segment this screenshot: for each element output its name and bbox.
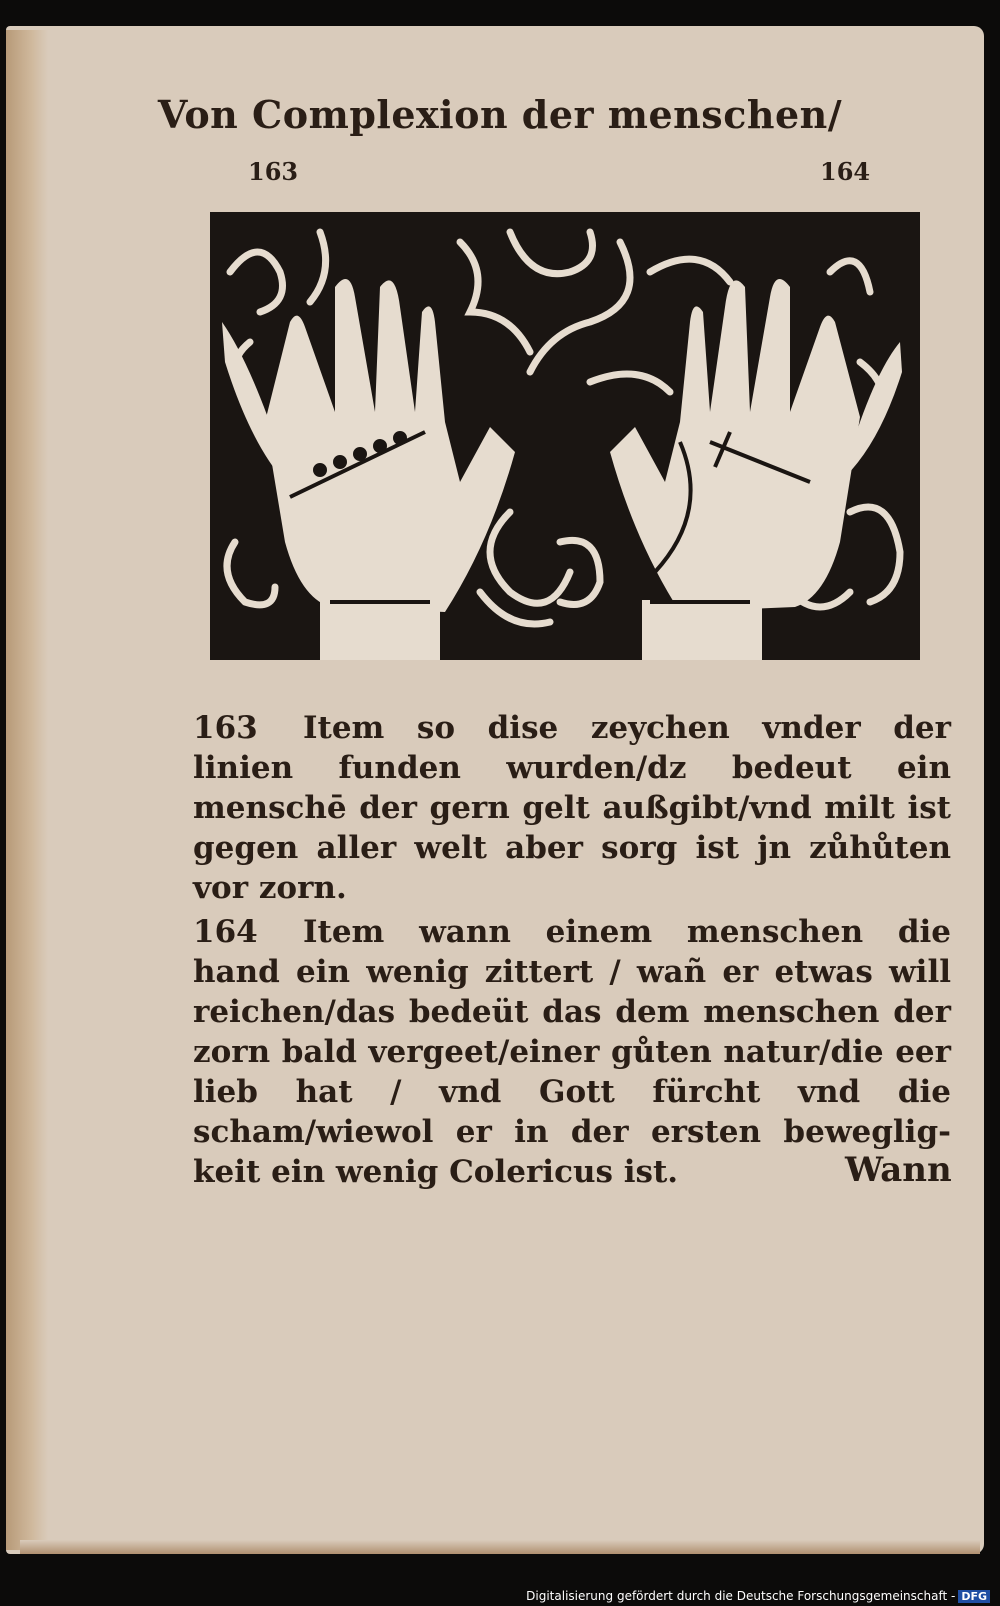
dfg-logo: DFG [958,1590,990,1603]
page-edge [20,1540,980,1554]
figure-number-left: 163 [248,157,299,186]
paragraph-number: 164 [193,914,258,950]
page-gutter [6,30,48,1550]
catchword: Wann [845,1150,952,1190]
paragraph-163 [193,708,951,908]
paragraph-number: 163 [193,710,258,746]
paragraph-text: Item so dise zeychen vnder der linien funden wurden/dz bedeut ein menschē der gern gelt außgibt/vnd milt ist gegen aller welt aber sorg ist jn zůhůten vor zorn. [193,710,951,906]
digitization-credit [526,1589,990,1603]
running-head: Von Complexion der menschen/ [157,92,843,137]
paragraph-164 [193,912,951,1192]
credit-text: Digitalisierung gefördert durch die Deutsche Forschungsgemeinschaft - [526,1589,956,1603]
palmistry-woodcut [210,212,920,660]
figure-number-right: 164 [820,157,871,186]
paragraph-text: Item wann einem menschen die hand ein wenig zittert / wañ er etwas will reichen/das bedeüt das dem menschen der zorn bald vergeet/einer gůten natur/die eer lieb hat / vnd Gott fürcht vnd die scham/wiewol er in der ersten beweglig-keit ein wenig Colericus ist. [193,914,951,1190]
